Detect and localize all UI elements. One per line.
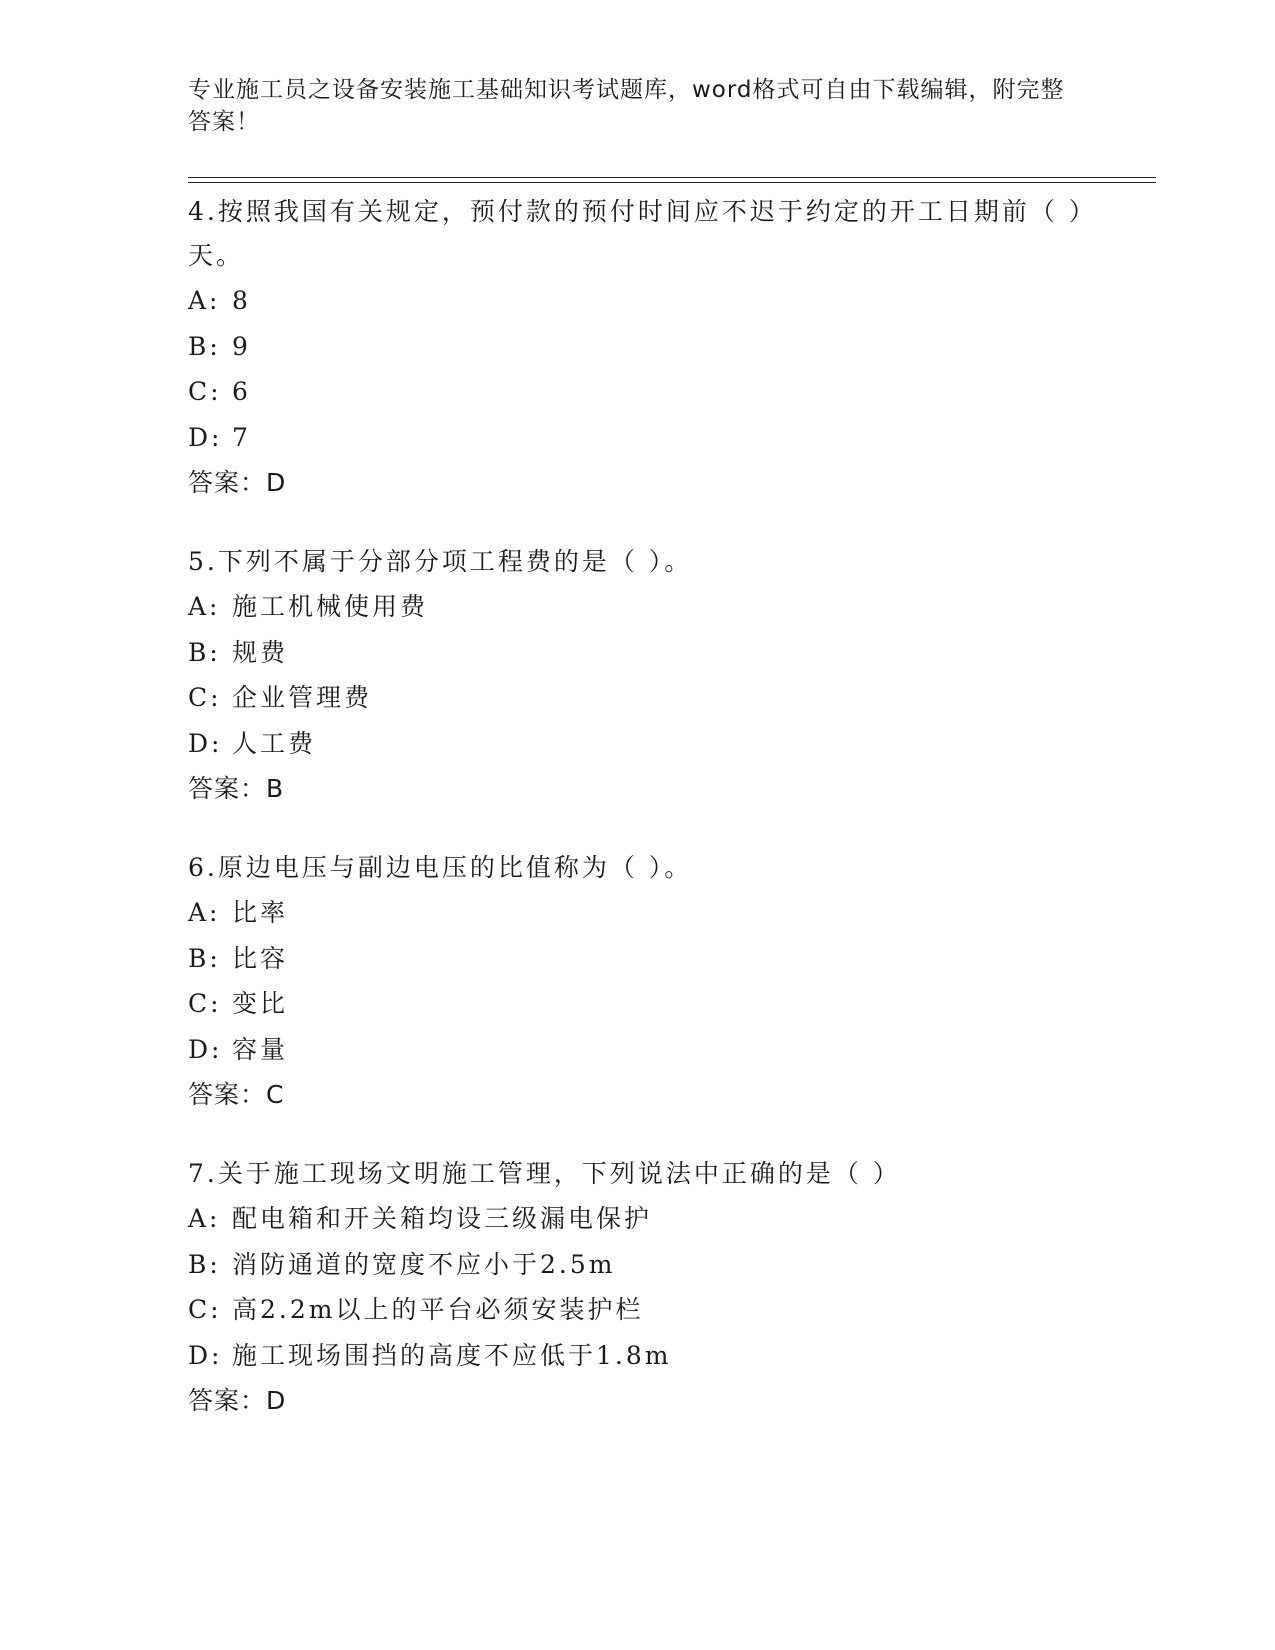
question-list bbox=[188, 190, 1088, 1458]
option-letter: A: bbox=[188, 898, 221, 927]
option-text: 7 bbox=[232, 422, 251, 452]
question-7 bbox=[188, 1152, 1088, 1424]
option-letter: A: bbox=[188, 286, 221, 315]
option-c bbox=[188, 369, 1088, 415]
question-5 bbox=[188, 540, 1088, 812]
answer-line: 答案：D bbox=[188, 1386, 287, 1415]
option-b bbox=[188, 936, 1088, 982]
option-a bbox=[188, 890, 1088, 936]
option-b bbox=[188, 1242, 1088, 1288]
option-letter: B: bbox=[188, 331, 221, 361]
question-stem: 4.按照我国有关规定，预付款的预付时间应不迟于约定的开工日期前（ ）天。 bbox=[188, 197, 1085, 270]
option-d bbox=[188, 1027, 1088, 1073]
option-letter: D: bbox=[188, 422, 223, 452]
option-text: 容量 bbox=[232, 1034, 289, 1064]
option-letter: C: bbox=[188, 377, 222, 406]
header-divider-top bbox=[188, 177, 1156, 178]
option-text: 消防通道的宽度不应小于2.5m bbox=[232, 1249, 616, 1279]
option-text: 施工机械使用费 bbox=[232, 592, 429, 621]
option-a bbox=[188, 278, 1088, 324]
option-d bbox=[188, 721, 1088, 767]
option-letter: B: bbox=[188, 1249, 221, 1279]
question-stem: 7.关于施工现场文明施工管理，下列说法中正确的是（ ） bbox=[188, 1159, 901, 1188]
option-letter: A: bbox=[188, 592, 221, 621]
question-stem: 5.下列不属于分部分项工程费的是（ ）。 bbox=[188, 547, 693, 576]
option-d bbox=[188, 415, 1088, 461]
question-6 bbox=[188, 846, 1088, 1118]
answer-line: 答案：C bbox=[188, 1080, 285, 1109]
option-text: 变比 bbox=[232, 989, 289, 1018]
option-b bbox=[188, 324, 1088, 370]
option-c bbox=[188, 675, 1088, 721]
option-text: 6 bbox=[232, 377, 251, 406]
option-text: 配电箱和开关箱均设三级漏电保护 bbox=[232, 1204, 653, 1233]
answer-line: 答案：D bbox=[188, 468, 287, 497]
option-text: 高2.2m以上的平台必须安装护栏 bbox=[232, 1295, 644, 1324]
option-d bbox=[188, 1333, 1088, 1379]
document-header: 专业施工员之设备安装施工基础知识考试题库，word格式可自由下载编辑，附完整答案！ bbox=[188, 77, 1065, 135]
option-letter: A: bbox=[188, 1204, 221, 1233]
option-letter: C: bbox=[188, 1295, 222, 1324]
option-letter: C: bbox=[188, 683, 222, 712]
option-text: 企业管理费 bbox=[232, 683, 373, 712]
option-c bbox=[188, 981, 1088, 1027]
option-letter: D: bbox=[188, 1034, 223, 1064]
option-b bbox=[188, 630, 1088, 676]
answer-line: 答案：B bbox=[188, 774, 285, 803]
option-letter: D: bbox=[188, 1340, 223, 1370]
option-text: 9 bbox=[232, 331, 251, 361]
option-c bbox=[188, 1287, 1088, 1333]
question-stem: 6.原边电压与副边电压的比值称为（ ）。 bbox=[188, 853, 693, 882]
option-letter: C: bbox=[188, 989, 222, 1018]
option-text: 比率 bbox=[232, 898, 289, 927]
option-letter: B: bbox=[188, 637, 221, 667]
option-text: 人工费 bbox=[232, 728, 317, 758]
option-letter: B: bbox=[188, 943, 221, 973]
option-text: 规费 bbox=[232, 637, 289, 667]
option-a bbox=[188, 1196, 1088, 1242]
header-divider-bottom bbox=[188, 182, 1156, 183]
option-text: 8 bbox=[232, 286, 251, 315]
question-4 bbox=[188, 190, 1088, 506]
option-text: 施工现场围挡的高度不应低于1.8m bbox=[232, 1340, 672, 1370]
option-letter: D: bbox=[188, 728, 223, 758]
option-a bbox=[188, 584, 1088, 630]
option-text: 比容 bbox=[232, 943, 289, 973]
